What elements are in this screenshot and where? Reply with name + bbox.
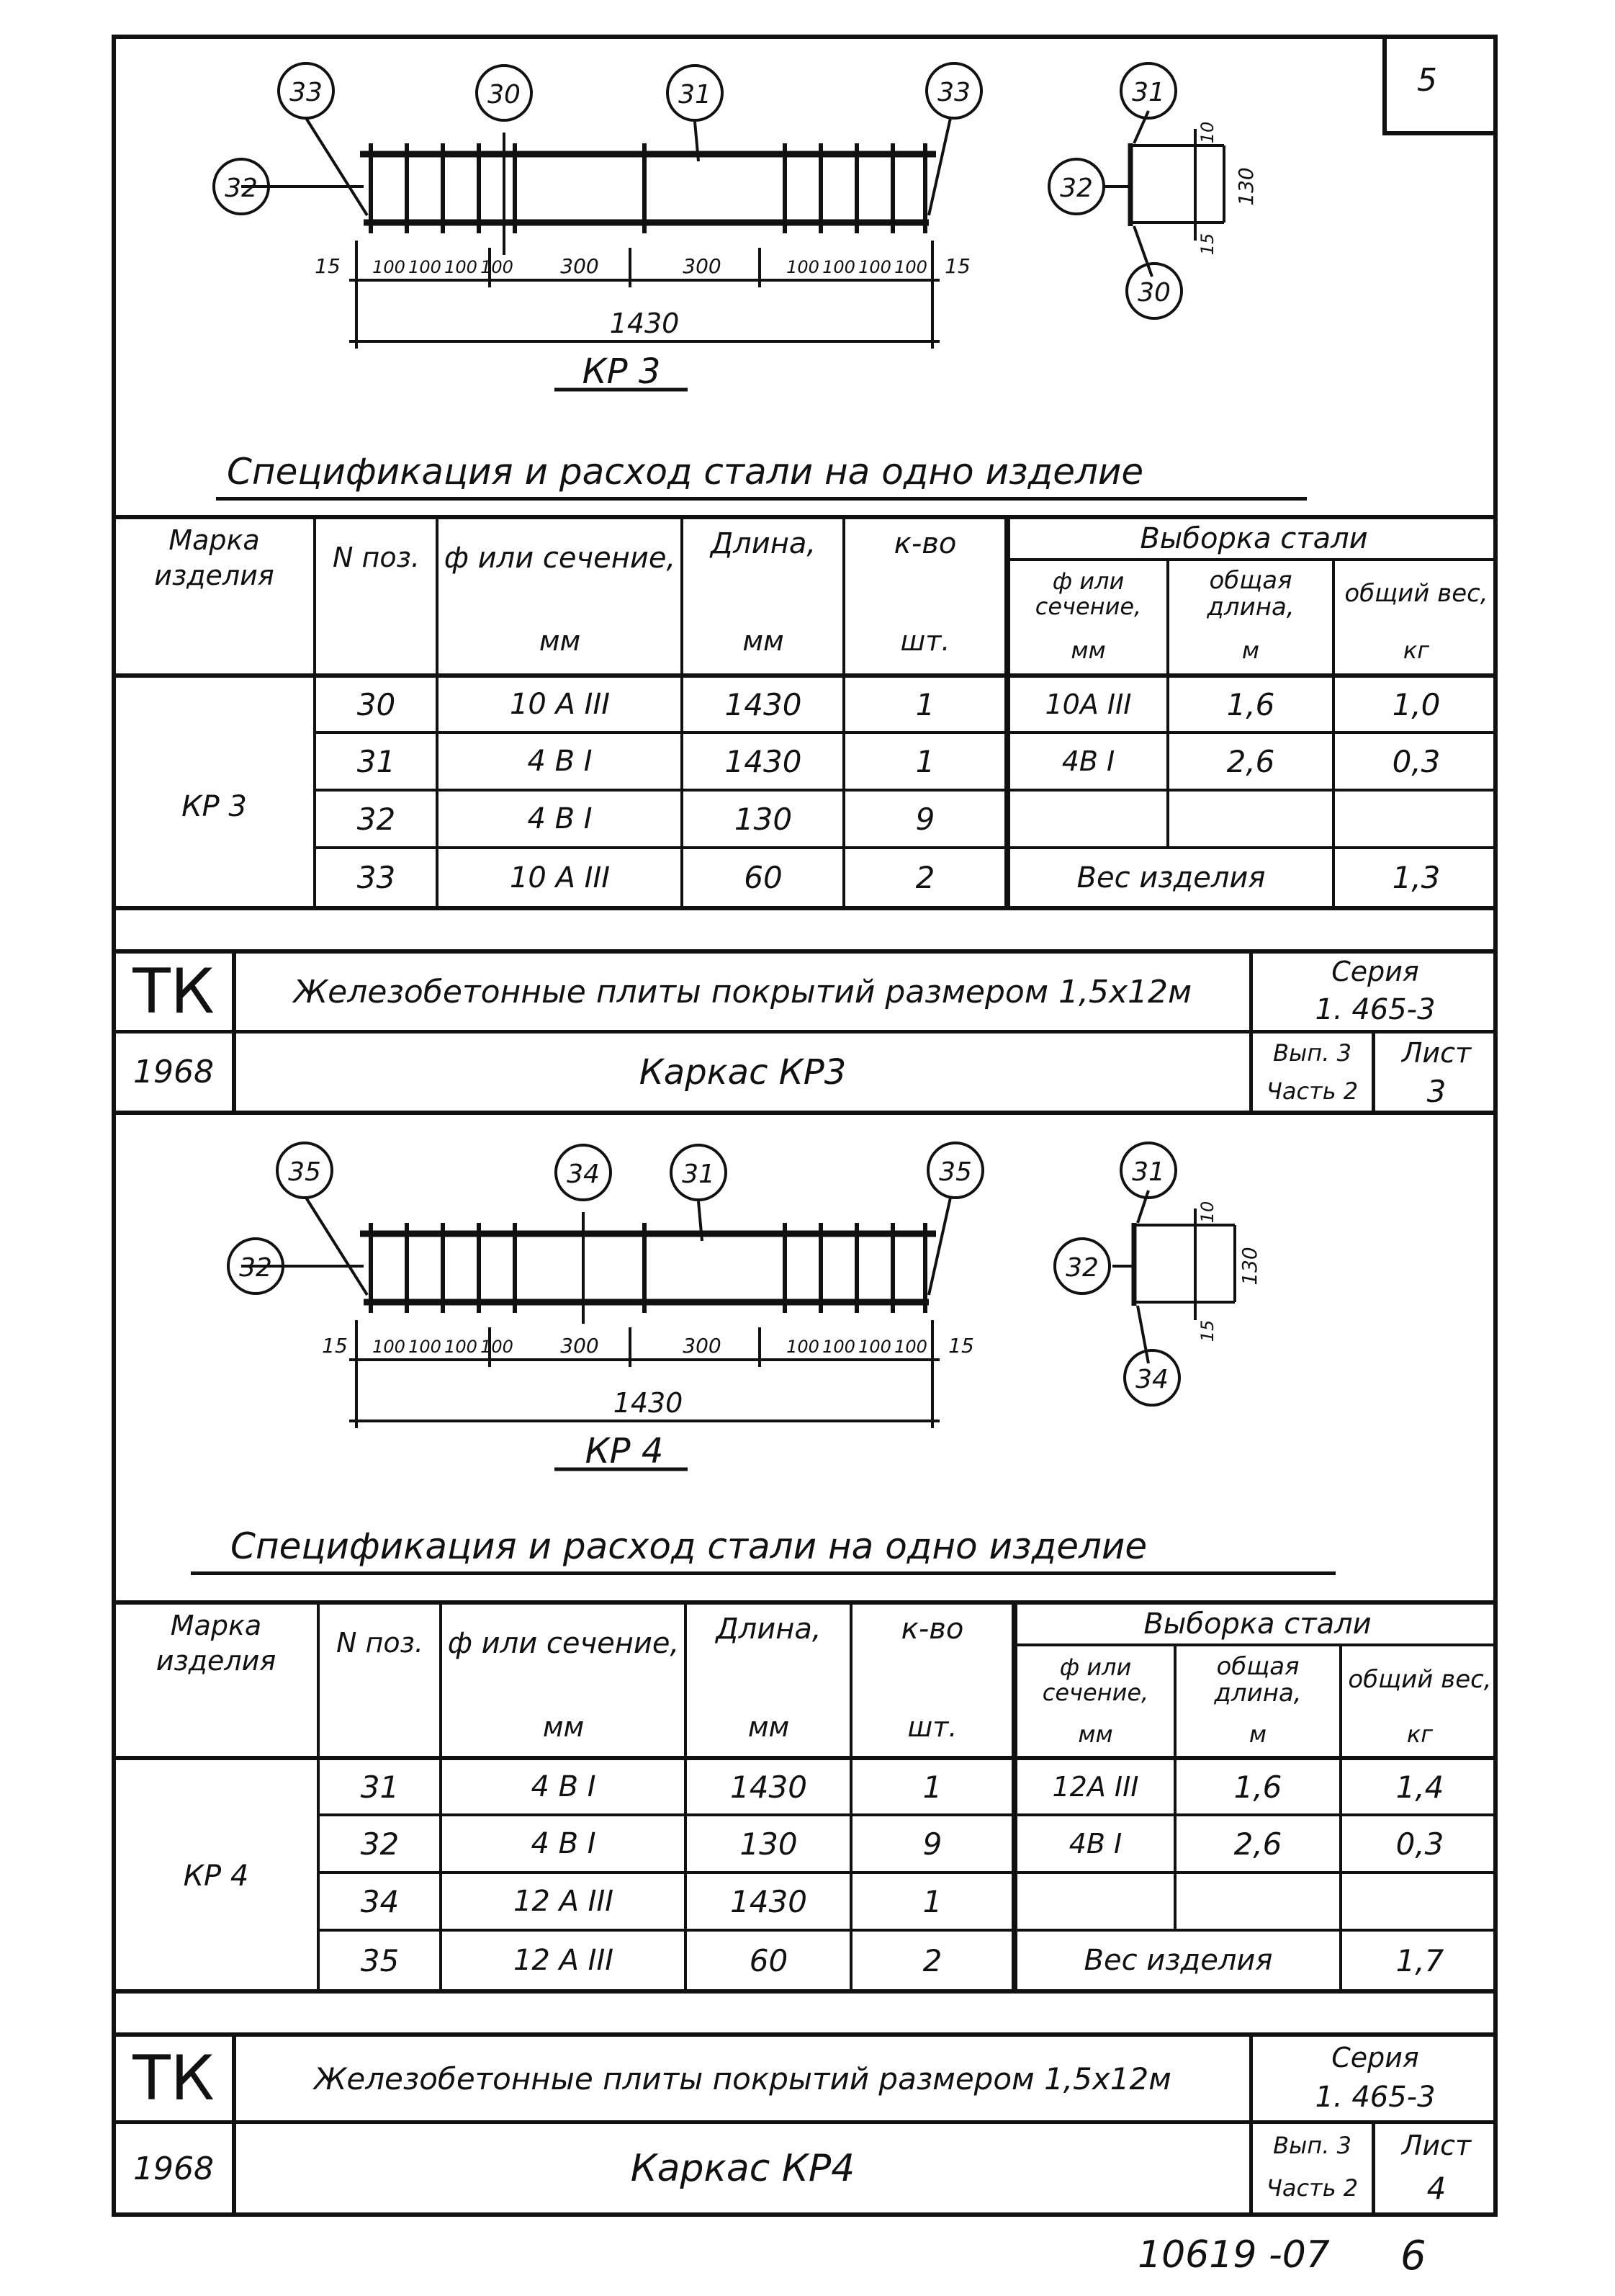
kr3-header-total-weight: общий вес, [1344,579,1488,609]
kr3-row-pos: 31 [356,743,396,779]
kr4-header-pos: N поз. [336,1627,423,1659]
kr3-stamp-year: 1968 [133,1054,214,1090]
kr4-row-pos: 32 [360,1826,400,1862]
kr3-stamp-series-label: Серия [1331,956,1419,987]
kr3-header-qty-unit: шт. [900,625,950,657]
kr3-dim: 100 [408,257,441,277]
kr4-row-length: 130 [739,1826,798,1862]
kr4-stamp-title: Железобетонные плиты покрытий размером 1,5х12м [314,2060,1171,2097]
kr3-section-callout-left: 32 [1060,174,1093,203]
kr3-callout-left-side: 32 [225,174,258,203]
kr4-section-callout-top: 31 [1132,1157,1165,1187]
kr3-overall-length: 1430 [609,308,680,339]
kr3-header-qty: к-во [894,527,957,560]
kr3-header-mark: Марка изделия [154,524,274,591]
kr4-drawing [112,1115,1379,1518]
kr3-row-section: 10 А III [509,688,611,721]
kr3-header-pos: N поз. [333,542,420,574]
kr4-weight-value: 1,7 [1395,1942,1444,1978]
kr3-sel-length: 1,6 [1226,686,1275,722]
kr4-mark: КР 4 [183,1860,249,1893]
kr4-stamp-series: 1. 465-3 [1315,2081,1436,2114]
kr4-spec-title: Спецификация и расход стали на одно изделие [230,1525,1148,1567]
kr4-stamp-sheet: 4 [1426,2170,1447,2206]
kr3-spec-title: Спецификация и расход стали на одно изделие [227,451,1144,493]
kr3-header-sel-section: ф или сечение, [1035,567,1142,620]
kr3-spec-title-underline [216,497,1307,501]
kr4-header-length-unit: мм [747,1711,790,1743]
kr4-header-mark: Марка изделия [156,1609,276,1677]
kr4-row-length: 1430 [730,1769,807,1805]
kr3-stamp-series: 1. 465-3 [1315,993,1436,1026]
kr4-stamp-subtitle: Каркас КР4 [630,2147,855,2190]
kr4-section-callout-bottom: 34 [1135,1365,1169,1394]
kr4-dim: 100 [480,1337,513,1357]
kr4-dim: 300 [683,1334,721,1358]
kr3-dim: 300 [560,254,599,278]
kr4-sel-section: 4В I [1069,1828,1123,1860]
kr3-row-qty: 1 [915,686,935,722]
kr4-row-length: 1430 [730,1883,807,1919]
kr3-dim: 100 [444,257,477,277]
kr3-sel-weight: 1,0 [1392,686,1441,722]
kr3-stamp-issue: Вып. 3 [1273,1039,1351,1067]
kr4-dim: 100 [372,1337,405,1357]
kr3-dim: 15 [315,254,341,278]
kr4-stamp-sheet-label: Лист [1401,2130,1472,2161]
kr3-row-section: 10 А III [509,861,611,894]
page-number: 5 [1417,62,1437,99]
kr3-weight-value: 1,3 [1392,860,1441,895]
kr3-callout-left-end: 33 [289,78,323,107]
kr3-header-section: ф или сечение, [444,542,676,575]
kr4-sel-weight: 0,3 [1395,1826,1444,1862]
kr3-callout-top-bar: 31 [678,80,711,109]
kr4-row-section: 12 А III [513,1885,614,1918]
kr4-header-total-weight-unit: кг [1406,1720,1434,1748]
kr3-row-qty: 9 [915,801,935,837]
kr4-header-qty-unit: шт. [907,1711,958,1743]
kr3-dim: 100 [786,257,819,277]
kr3-header-length: Длина, [710,527,817,560]
kr3-row-pos: 32 [356,801,396,837]
kr4-dim: 100 [822,1337,855,1357]
kr4-header-length: Длина, [716,1613,822,1646]
kr4-header-total-weight: общий вес, [1348,1665,1492,1695]
bottom-code: 10619 -07 [1138,2233,1330,2277]
kr3-row-pos: 30 [356,686,396,722]
kr4-section-dim-top: 10 [1197,1201,1218,1224]
kr3-row-length: 130 [734,801,793,837]
kr4-row-section: 12 А III [513,1944,614,1977]
kr4-section-dim-bottom: 15 [1197,1319,1218,1342]
kr4-header-section: ф или сечение, [447,1627,680,1660]
kr3-dim: 15 [945,254,971,278]
kr3-header-total-length-unit: м [1241,636,1260,664]
kr4-section-callout-left: 32 [1066,1253,1099,1283]
kr3-dim: 100 [822,257,855,277]
kr3-row-length: 60 [744,860,783,895]
bottom-page: 6 [1400,2233,1426,2279]
kr3-stamp-sheet-label: Лист [1401,1037,1472,1069]
kr3-dim: 300 [683,254,721,278]
kr3-section-dim-top: 10 [1197,121,1218,144]
kr3-callout-left-mid: 30 [487,80,521,109]
kr3-header-sel-section-unit: мм [1071,636,1106,664]
kr3-drawing-title: КР 3 [582,351,661,392]
kr4-dim: 15 [322,1334,348,1358]
kr3-row-length: 1430 [724,743,802,779]
kr3-sel-section: 4В I [1061,745,1115,777]
kr4-header-selection: Выборка стали [1143,1607,1372,1641]
kr4-section-dim-height: 130 [1238,1247,1261,1286]
kr3-row-qty: 1 [915,743,935,779]
kr3-section-dim-height: 130 [1234,167,1258,206]
kr4-stamp-org: ТК [132,2042,215,2115]
kr3-section-dim-bottom: 15 [1197,233,1218,256]
kr3-row-section: 4 В I [527,802,593,835]
kr3-callout-right-end: 33 [937,78,971,107]
kr4-drawing-title: КР 4 [585,1431,664,1471]
kr4-stamp-part: Часть 2 [1266,2174,1359,2202]
kr4-dim: 100 [858,1337,891,1357]
kr4-stamp-year: 1968 [133,2150,214,2187]
kr4-sel-length: 2,6 [1233,1826,1282,1862]
kr3-header-selection: Выборка стали [1140,521,1368,555]
kr3-weight-label: Вес изделия [1076,861,1266,894]
kr3-sel-weight: 0,3 [1392,743,1441,779]
page-number-box [1382,35,1498,135]
kr4-header-sel-section-unit: мм [1078,1720,1113,1748]
kr3-dim: 100 [858,257,891,277]
kr4-stamp-issue: Вып. 3 [1273,2132,1351,2159]
kr4-dim: 300 [560,1334,599,1358]
kr3-stamp-subtitle: Каркас КР3 [639,1051,847,1093]
kr4-header-qty: к-во [901,1613,964,1646]
kr4-header-total-length: общая длина, [1214,1651,1302,1708]
kr4-row-length: 60 [749,1942,788,1978]
kr4-row-section: 4 В I [531,1827,596,1860]
kr4-weight-label: Вес изделия [1084,1944,1273,1977]
kr3-section-callout-top: 31 [1132,78,1165,107]
kr3-mark: КР 3 [181,790,247,823]
kr4-dim: 100 [894,1337,927,1357]
kr4-overall-length: 1430 [613,1387,683,1419]
kr3-drawing [112,39,1379,442]
kr3-row-length: 1430 [724,686,802,722]
kr4-sel-length: 1,6 [1233,1769,1282,1805]
kr4-row-pos: 31 [360,1769,400,1805]
kr4-callout-left-side: 32 [239,1253,272,1283]
kr3-dim: 100 [894,257,927,277]
kr3-stamp-title: Железобетонные плиты покрытий размером 1,5х12м [293,973,1192,1010]
kr4-row-qty: 2 [922,1942,943,1978]
kr3-sel-length: 2,6 [1226,743,1275,779]
kr3-row-pos: 33 [356,860,396,895]
kr3-stamp-org: ТК [132,956,215,1028]
kr4-row-pos: 35 [360,1942,400,1978]
kr3-header-total-length: общая длина, [1207,565,1295,622]
kr4-callout-left-mid: 34 [567,1160,600,1189]
kr3-header-section-unit: мм [539,625,581,657]
kr4-row-pos: 34 [360,1883,400,1919]
kr3-section-callout-bottom: 30 [1138,278,1171,308]
kr4-dim: 15 [948,1334,974,1358]
kr3-dim: 100 [480,257,513,277]
kr3-row-section: 4 В I [527,745,593,778]
kr3-row-qty: 2 [915,860,935,895]
kr4-callout-top-bar: 31 [682,1160,715,1189]
kr4-dim: 100 [408,1337,441,1357]
kr3-header-length-unit: мм [742,625,784,657]
kr4-header-section-unit: мм [542,1711,585,1743]
kr4-header-sel-section: ф или сечение, [1042,1653,1149,1706]
kr4-row-section: 4 В I [531,1770,596,1803]
kr4-header-total-length-unit: м [1249,1720,1267,1748]
kr3-dim: 100 [372,257,405,277]
kr4-row-qty: 1 [922,1769,943,1805]
kr4-sel-section: 12А III [1052,1771,1139,1803]
kr3-stamp-sheet: 3 [1426,1073,1447,1109]
kr4-row-qty: 9 [922,1826,943,1862]
kr4-callout-left-end: 35 [288,1157,321,1187]
kr4-stamp-series-label: Серия [1331,2042,1419,2073]
kr4-dim: 100 [444,1337,477,1357]
kr4-sel-weight: 1,4 [1395,1769,1444,1805]
kr3-header-total-weight-unit: кг [1403,636,1430,664]
kr4-spec-title-underline [191,1571,1336,1575]
kr4-callout-right-end: 35 [939,1157,972,1187]
kr3-stamp-part: Часть 2 [1266,1077,1359,1105]
kr3-sel-section: 10А III [1045,689,1132,720]
kr4-dim: 100 [786,1337,819,1357]
kr4-row-qty: 1 [922,1883,943,1919]
